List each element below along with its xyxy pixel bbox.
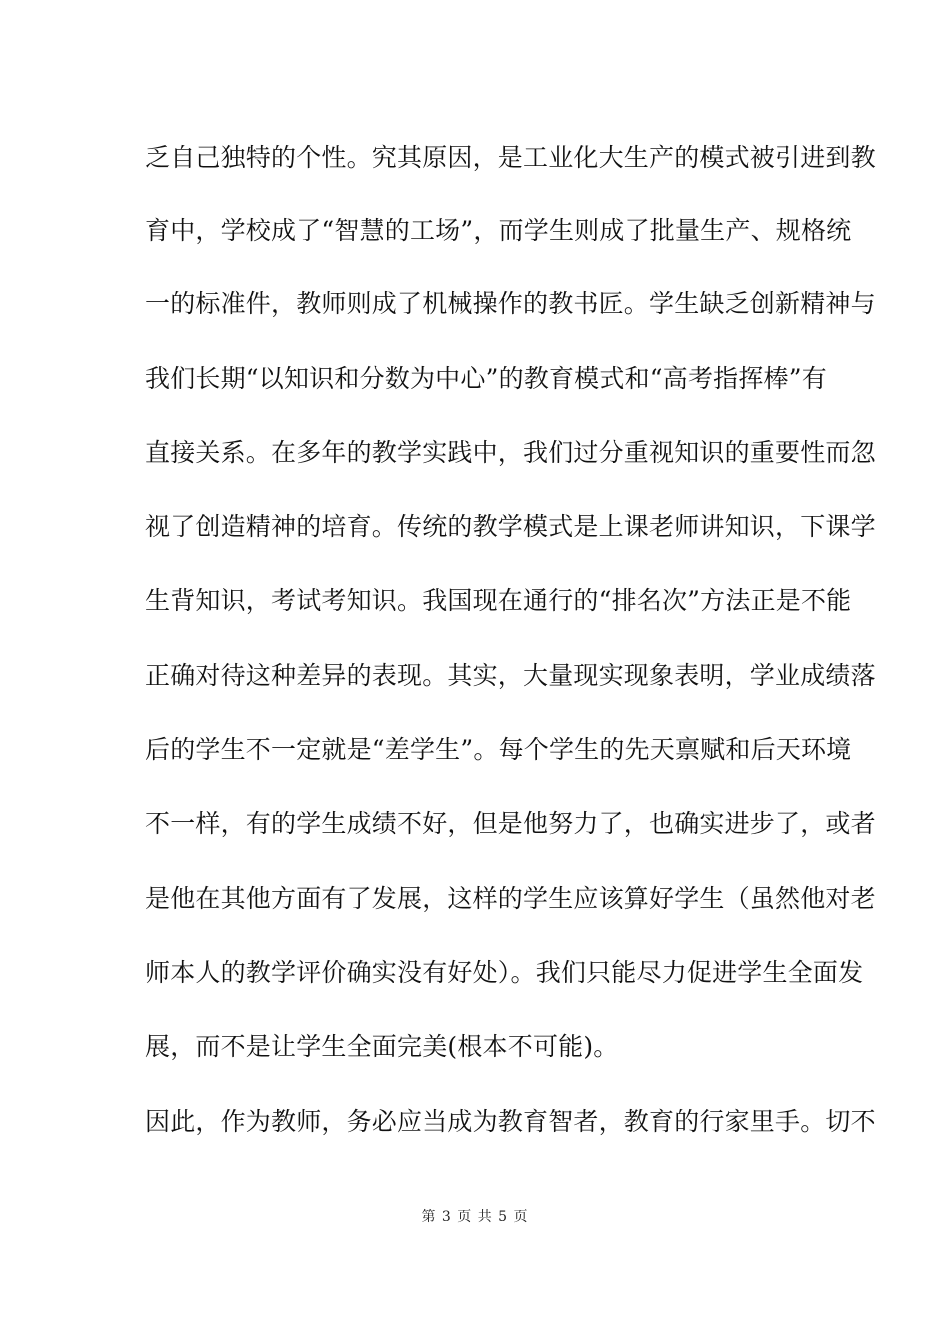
text-line-1: 乏自己独特的个性。究其原因，是工业化大生产的模式被引进到教 <box>145 143 876 172</box>
text-line-8: 正确对待这种差异的表现。其实，大量现实现象表明，学业成绩落 <box>145 661 876 690</box>
text-line-7: 生背知识，考试考知识。我国现在通行的“排名次”方法正是不能 <box>145 586 852 615</box>
text-line-4: 我们长期“以知识和分数为中心”的教育模式和“高考指挥棒”有 <box>145 364 827 393</box>
text-line-6: 视了创造精神的培育。传统的教学模式是上课老师讲知识，下课学 <box>145 512 876 541</box>
text-line-2: 育中，学校成了“智慧的工场”，而学生则成了批量生产、规格统 <box>145 216 852 245</box>
text-line-11: 是他在其他方面有了发展，这样的学生应该算好学生（虽然他对老 <box>145 884 876 913</box>
text-line-12: 师本人的教学评价确实没有好处）。我们只能尽力促进学生全面发 <box>145 958 864 987</box>
text-line-9: 后的学生不一定就是“差学生”。每个学生的先天禀赋和后天环境 <box>145 735 852 764</box>
page-number-label: 第 3 页 共 5 页 <box>421 1209 529 1225</box>
text-line-10: 不一样，有的学生成绩不好，但是他努力了，也确实进步了，或者 <box>145 809 876 838</box>
page-footer <box>0 1208 950 1226</box>
text-line-13: 展，而不是让学生全面完美(根本不可能)。 <box>145 1032 619 1061</box>
text-line-14: 因此，作为教师，务必应当成为教育智者，教育的行家里手。切不 <box>145 1107 876 1136</box>
text-line-5: 直接关系。在多年的教学实践中，我们过分重视知识的重要性而忽 <box>145 438 876 467</box>
text-line-3: 一的标准件，教师则成了机械操作的教书匠。学生缺乏创新精神与 <box>145 289 876 318</box>
